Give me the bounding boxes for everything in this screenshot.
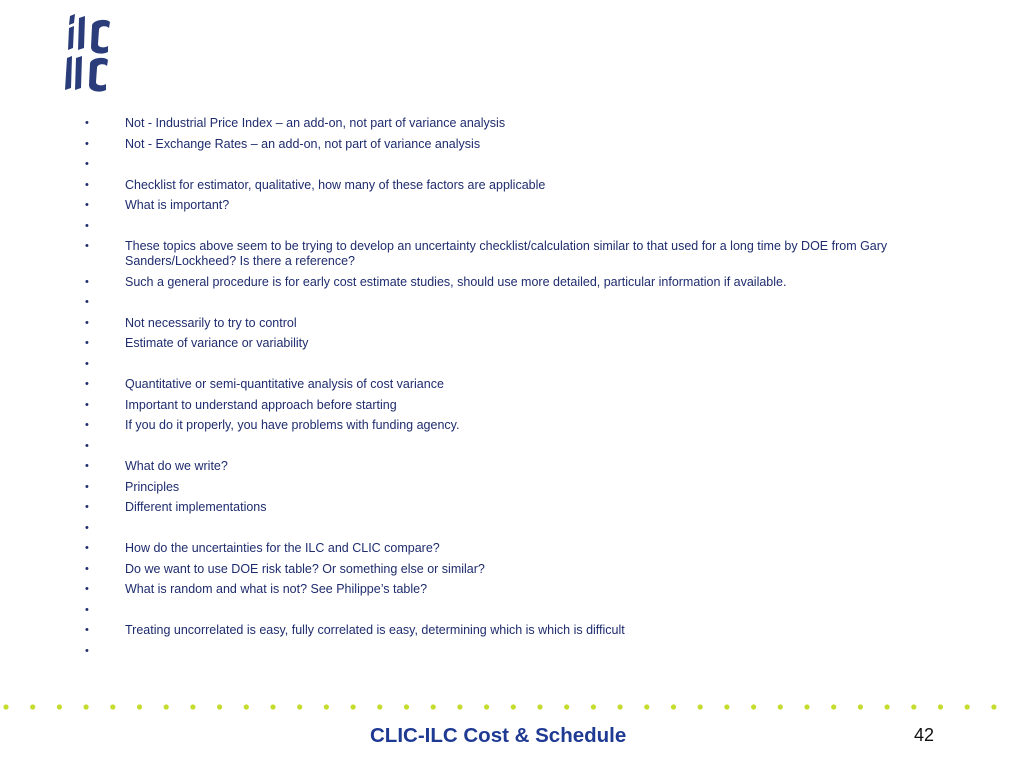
decorative-dot [564, 704, 569, 709]
bullet-marker: • [85, 357, 89, 370]
bullet-text: Not - Industrial Price Index – an add-on, not part of variance analysis [125, 116, 506, 130]
decorative-dot [217, 704, 222, 709]
empty-bullet-item [85, 295, 955, 310]
bullet-text: If you do it properly, you have problems with funding agency. [125, 418, 460, 432]
empty-bullet-item [85, 439, 955, 454]
decorative-dot [698, 704, 703, 709]
decorative-dot [751, 704, 756, 709]
bullet-item [85, 582, 955, 597]
bullet-item [85, 178, 955, 193]
bullet-item [85, 398, 955, 413]
decorative-dot [804, 704, 809, 709]
bullet-item [85, 480, 955, 495]
empty-bullet-item [85, 644, 955, 659]
bullet-item [85, 239, 955, 269]
decorative-dot [190, 704, 195, 709]
bullet-item [85, 116, 955, 131]
bullet-marker: • [85, 460, 89, 472]
decorative-dot [297, 704, 302, 709]
empty-bullet-item [85, 521, 955, 536]
bullet-marker: • [85, 199, 89, 211]
decorative-dot [885, 704, 890, 709]
bullet-marker: • [85, 398, 89, 411]
bullet-item [85, 316, 955, 331]
decorative-dot [618, 704, 623, 709]
bullet-marker: • [85, 337, 89, 349]
bullet-text: Not - Exchange Rates – an add-on, not part of variance analysis [125, 136, 481, 151]
decorative-dot [457, 704, 462, 709]
bullet-text: How do the uncertainties for the ILC and CLIC compare? [125, 541, 440, 555]
bullet-text: Such a general procedure is for early cost estimate studies, should use more detailed, particular information if available. [125, 274, 787, 289]
decorative-dot [778, 704, 783, 709]
bullet-text: What do we write? [125, 459, 228, 473]
bullet-item [85, 275, 955, 290]
bullet-marker: • [85, 480, 89, 493]
decorative-dot [3, 704, 8, 709]
bullet-marker: • [85, 240, 89, 252]
bullet-text: Do we want to use DOE risk table? Or something else or similar? [125, 561, 485, 576]
decorative-dot [244, 704, 249, 709]
bullet-marker: • [85, 583, 89, 595]
bullet-marker: • [85, 219, 89, 232]
bullet-text: Treating uncorrelated is easy, fully correlated is easy, determining which is which is difficult [125, 623, 625, 637]
decorative-dot [484, 704, 489, 709]
bullet-text: Not necessarily to try to control [125, 315, 297, 330]
bullet-item [85, 137, 955, 152]
decorative-dot [938, 704, 943, 709]
bullet-text: Important to understand approach before starting [125, 397, 397, 412]
decorative-dot [591, 704, 596, 709]
ilc-logo [62, 14, 140, 92]
bullet-text: Checklist for estimator, qualitative, how many of these factors are applicable [125, 177, 546, 192]
decorative-dot [991, 704, 996, 709]
decorative-dot [671, 704, 676, 709]
bullet-item [85, 459, 955, 474]
decorative-dot [270, 704, 275, 709]
bullet-marker: • [85, 439, 89, 452]
bullet-item [85, 418, 955, 433]
empty-bullet-item [85, 357, 955, 372]
bullet-item [85, 562, 955, 577]
bullet-text: Principles [125, 479, 180, 494]
bullet-text: Estimate of variance or variability [125, 336, 309, 350]
empty-bullet-item [85, 603, 955, 618]
empty-bullet-item [85, 219, 955, 234]
decorative-dot [137, 704, 142, 709]
bullet-item [85, 500, 955, 515]
bullet-marker: • [85, 137, 89, 150]
bullet-marker: • [85, 296, 89, 308]
bullet-marker: • [85, 624, 89, 636]
decorative-dot [431, 704, 436, 709]
empty-bullet-item [85, 157, 955, 172]
decorative-dot [724, 704, 729, 709]
bullet-item [85, 198, 955, 213]
bullet-text: Different implementations [125, 500, 267, 514]
header-dot-row [0, 0, 1024, 12]
decorative-dot [644, 704, 649, 709]
bullet-marker: • [85, 542, 89, 554]
decorative-dot [831, 704, 836, 709]
bullet-marker: • [85, 178, 89, 191]
decorative-dot [324, 704, 329, 709]
decorative-dot [84, 704, 89, 709]
bullet-marker: • [85, 419, 89, 431]
bullet-marker: • [85, 117, 89, 129]
decorative-dot [164, 704, 169, 709]
bullet-marker: • [85, 562, 89, 575]
decorative-dot [537, 704, 542, 709]
decorative-dot [965, 704, 970, 709]
decorative-dot [858, 704, 863, 709]
bullet-marker: • [85, 275, 89, 288]
notes-list [85, 116, 955, 664]
bullet-text: These topics above seem to be trying to develop an uncertainty checklist/calculation similar to that used for a long time by DOE from Gary Sanders/Lockheed? Is there a reference? [125, 239, 888, 268]
decorative-dot [57, 704, 62, 709]
decorative-dot [911, 704, 916, 709]
decorative-dot [110, 704, 115, 709]
bullet-text: What is random and what is not? See Philippe’s table? [125, 582, 428, 596]
bullet-marker: • [85, 603, 89, 616]
decorative-dot [30, 704, 35, 709]
page-number: 42 [914, 725, 935, 745]
decorative-dot [404, 704, 409, 709]
bullet-item [85, 541, 955, 556]
bullet-marker: • [85, 158, 89, 170]
bullet-marker: • [85, 316, 89, 329]
footer-title: CLIC-ILC Cost & Schedule [370, 724, 627, 747]
decorative-dot [511, 704, 516, 709]
bullet-item [85, 377, 955, 392]
bullet-marker: • [85, 644, 89, 657]
bullet-text: What is important? [125, 198, 230, 212]
bullet-marker: • [85, 378, 89, 390]
bullet-text: Quantitative or semi-quantitative analysis of cost variance [125, 377, 444, 391]
ilc-logo-icon [62, 14, 140, 92]
footer-dot-row [0, 700, 1024, 712]
bullet-item [85, 336, 955, 351]
bullet-marker: • [85, 521, 89, 534]
bullet-marker: • [85, 501, 89, 513]
bullet-item [85, 623, 955, 638]
decorative-dot [351, 704, 356, 709]
decorative-dot [377, 704, 382, 709]
